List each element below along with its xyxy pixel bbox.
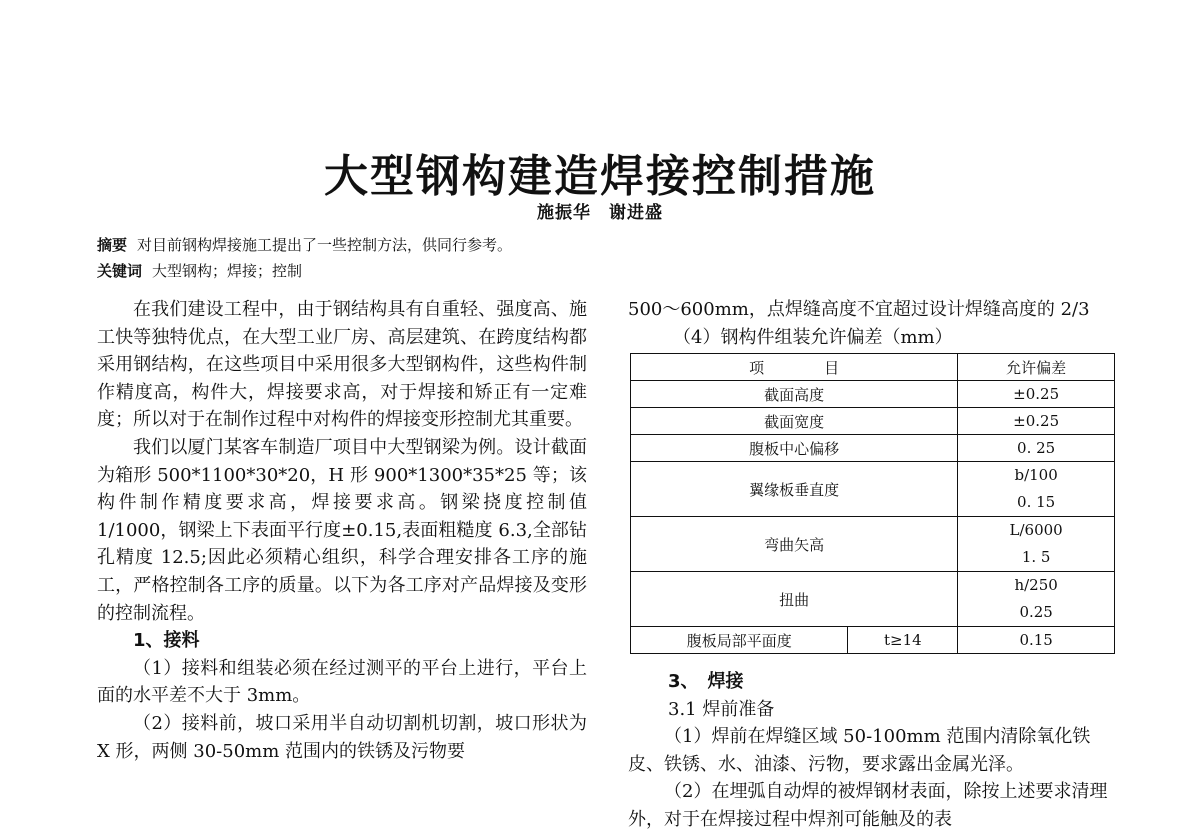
table-cell-item: 腹板中心偏移: [631, 435, 958, 462]
table-row: [631, 408, 1115, 435]
tolerance-formula: L/6000: [1009, 521, 1063, 539]
tolerance-value: 0. 15: [1017, 493, 1056, 511]
abstract-label: 摘要: [97, 236, 128, 254]
table-row: [631, 517, 1115, 572]
keywords-text: 大型钢构；焊接；控制: [152, 262, 303, 280]
table-cell-item: 翼缘板垂直度: [631, 462, 958, 517]
table-cell-item: 扭曲: [631, 572, 958, 627]
table-row: [631, 462, 1115, 517]
table-cell-tolerance: [958, 462, 1115, 517]
right-first-line: 500～600mm，点焊缝高度不宜超过设计焊缝高度的 2/3: [628, 299, 1090, 320]
table-cell-tolerance: 0. 25: [958, 435, 1115, 462]
intro-paragraph: 在我们建设工程中，由于钢结构具有自重轻、强度高、施工快等独特优点，在大型工业厂房、高层建筑、在跨度结构都采用钢结构，在这些项目中采用很多大型钢构件，这些构件制作精度高，构件大，焊接要求高，对于焊接和矫正有一定难度；所以对于在制作过程中对构件的焊接变形控制尤其重要。: [97, 299, 587, 431]
table-row: [631, 435, 1115, 462]
tolerance-value: 0.25: [1019, 603, 1053, 621]
table-cell-tolerance: ±0.25: [958, 408, 1115, 435]
table-header-item: 项 目: [631, 354, 958, 381]
right-column-lower: [628, 668, 1118, 834]
left-column: [97, 296, 587, 765]
section-1-item-2: （2）接料前，坡口采用半自动切割机切割，坡口形状为 X 形，两侧 30-50mm 范围内的铁锈及污物要: [97, 712, 587, 762]
tolerance-table: [630, 353, 1115, 654]
tolerance-value: 1. 5: [1021, 548, 1051, 566]
table-cell-item: 腹板局部平面度: [631, 627, 848, 654]
authors: 施振华 谢进盛: [537, 203, 663, 223]
table-row: [631, 381, 1115, 408]
abstract-text: 对目前钢构焊接施工提出了一些控制方法，供同行参考。: [137, 236, 513, 254]
tolerance-formula: h/250: [1014, 576, 1058, 594]
table-header-tolerance: 允许偏差: [958, 354, 1115, 381]
table-row: [631, 627, 1115, 654]
keywords-label: 关键词: [97, 262, 143, 280]
table-cell-item: 弯曲矢高: [631, 517, 958, 572]
section-1-item-1: （1）接料和组装必须在经过测平的平台上进行，平台上面的水平差不大于 3mm。: [97, 657, 587, 707]
keywords: [97, 260, 302, 281]
section-3-1-heading: 3.1 焊前准备: [668, 698, 775, 720]
table-header-row: [631, 354, 1115, 381]
abstract: [97, 234, 512, 255]
table-cell-tolerance: [958, 572, 1115, 627]
example-paragraph: 我们以厦门某客车制造厂项目中大型钢梁为例。设计截面为箱形 500*1100*30*20，H 形 900*1300*35*25 等；该构件制作精度要求高，焊接要求高。钢梁挠度控制值 1/1000，钢梁上下表面平行度±0.15,表面粗糙度 6.3,全部钻孔精度 12.5;因此必须精心组织，科学合理安排各工序的施工，严格控制各工序的质量。以下为各工序对产品焊接及变形的控制流程。: [97, 436, 587, 624]
tolerance-formula: b/100: [1014, 466, 1058, 484]
right-column: [628, 296, 1118, 351]
section-3-1-item-1: （1）焊前在焊缝区域 50-100mm 范围内清除氧化铁皮、铁锈、水、油漆、污物，要求露出金属光泽。: [628, 726, 1091, 775]
table-cell-tolerance: [958, 517, 1115, 572]
table-row: [631, 572, 1115, 627]
section-1-heading: 1、接料: [133, 630, 200, 652]
table-cell-condition: t≥14: [848, 627, 958, 654]
section-3-heading: 3、 焊接: [668, 671, 744, 692]
table-caption: （4）钢构件组装允许偏差（mm）: [673, 326, 953, 348]
table-cell-item: 截面高度: [631, 381, 958, 408]
table-cell-tolerance: ±0.25: [958, 381, 1115, 408]
paper-title: 大型钢构建造焊接控制措施: [324, 151, 876, 202]
table-cell-tolerance: 0.15: [958, 627, 1115, 654]
table-cell-item: 截面宽度: [631, 408, 958, 435]
section-3-1-item-2: （2）在埋弧自动焊的被焊钢材表面，除按上述要求清理外，对于在焊接过程中焊剂可能触及的表: [628, 781, 1108, 830]
